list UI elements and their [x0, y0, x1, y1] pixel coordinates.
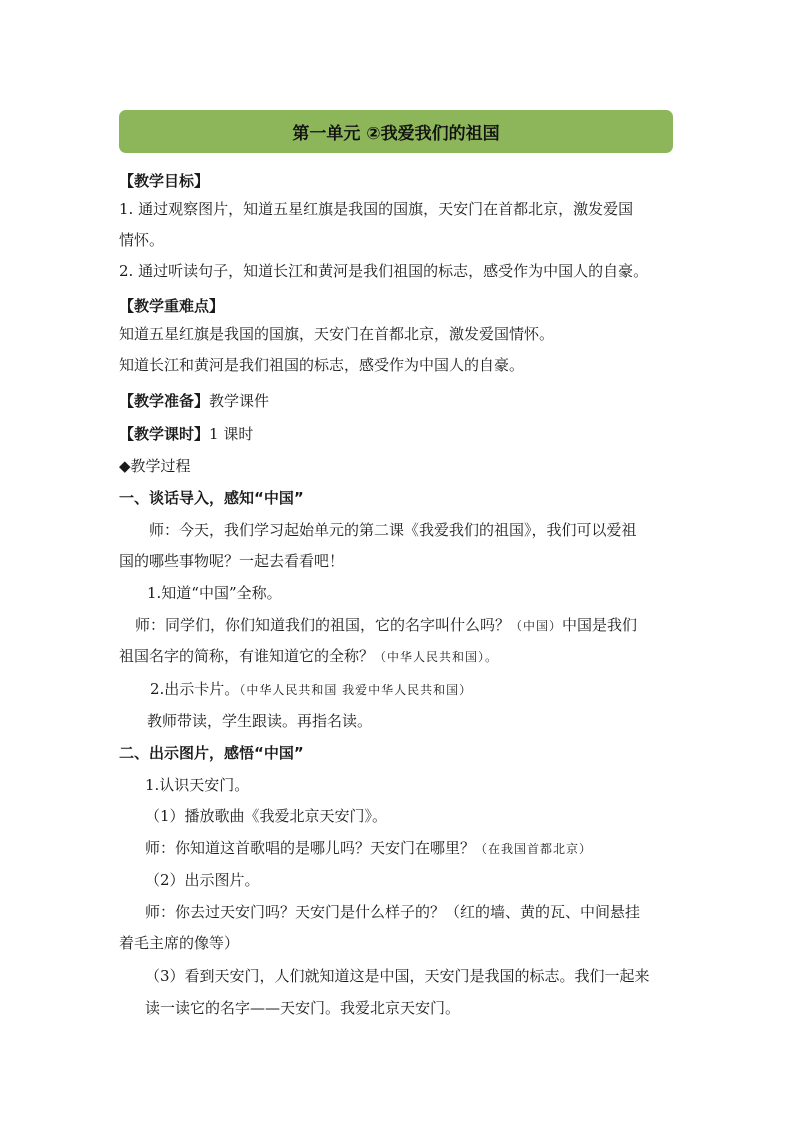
objective-2: 2. 通过听读句子，知道长江和黄河是我们祖国的标志，感受作为中国人的自豪。 — [119, 262, 649, 280]
sub-step-1: （1）播放歌曲《我爱北京天安门》。 — [145, 807, 388, 825]
preparation-value: 教学课件 — [209, 392, 270, 410]
class-hours-label: 【教学课时】 — [119, 425, 210, 443]
lesson-title-banner: 第一单元 ②我爱我们的祖国 — [119, 110, 673, 153]
paragraph-line: 着毛主席的像等） — [119, 934, 240, 952]
preparation-label: 【教学准备】 — [119, 392, 210, 410]
step-1-tiananmen: 1.认识天安门。 — [145, 776, 250, 794]
part-2-heading: 二、出示图片，感悟“中国” — [119, 744, 304, 762]
class-hours-value: 1 课时 — [209, 425, 254, 443]
sub-step-3: （3）看到天安门，人们就知道这是中国，天安门是我国的标志。我们一起来 — [145, 967, 650, 985]
step-2-show-cards: 2.出示卡片。 — [150, 680, 240, 698]
answer-note: （中国） — [510, 619, 563, 633]
teacher-question: 师：你知道这首歌唱的是哪儿吗？天安门在哪里？ — [145, 839, 476, 857]
paragraph-line — [150, 679, 472, 700]
paragraph-line: 国的哪些事物呢？一起去看看吧！ — [119, 552, 345, 570]
objective-1: 1. 通过观察图片，知道五星红旗是我国的国旗，天安门在首都北京，激发爱国 — [119, 200, 634, 218]
teacher-question: 师：同学们，你们知道我们的祖国，它的名字叫什么吗？ — [135, 616, 511, 634]
card-text-note: （中华人民共和国 我爱中华人民共和国） — [239, 683, 473, 697]
paragraph-line — [135, 615, 637, 636]
part-1-heading: 一、谈话导入，感知“中国” — [119, 489, 304, 507]
sub-step-2: （2）出示图片。 — [145, 871, 260, 889]
answer-note: （中华人民共和国）。 — [374, 650, 499, 664]
key-point-2: 知道长江和黄河是我们祖国的标志，感受作为中国人的自豪。 — [119, 356, 525, 374]
paragraph-text: 中国是我们 — [562, 616, 638, 634]
paragraph-line — [145, 838, 592, 859]
section-heading-objectives: 【教学目标】 — [119, 172, 210, 190]
paragraph-line — [119, 646, 498, 667]
answer-note: （在我国首都北京） — [475, 842, 593, 856]
step-1-know-full-name: 1.知道“中国”全称。 — [147, 584, 282, 602]
paragraph-line: 教师带读，学生跟读。再指名读。 — [147, 712, 373, 730]
process-heading: ◆教学过程 — [119, 457, 191, 475]
paragraph-text: 祖国名字的简称，有谁知道它的全称？ — [119, 647, 375, 665]
class-hours-line — [119, 424, 253, 444]
objective-1-cont: 情怀。 — [119, 231, 165, 249]
preparation-line — [119, 391, 269, 411]
key-point-1: 知道五星红旗是我国的国旗，天安门在首都北京，激发爱国情怀。 — [119, 325, 555, 343]
paragraph-line: 师：今天，我们学习起始单元的第二课《我爱我们的祖国》，我们可以爱祖 — [149, 521, 637, 539]
paragraph-line: 读一读它的名字——天安门。我爱北京天安门。 — [145, 999, 461, 1017]
section-heading-key-points: 【教学重难点】 — [119, 297, 225, 315]
paragraph-line: 师：你去过天安门吗？天安门是什么样子的？（红的墙、黄的瓦、中间悬挂 — [145, 903, 641, 921]
